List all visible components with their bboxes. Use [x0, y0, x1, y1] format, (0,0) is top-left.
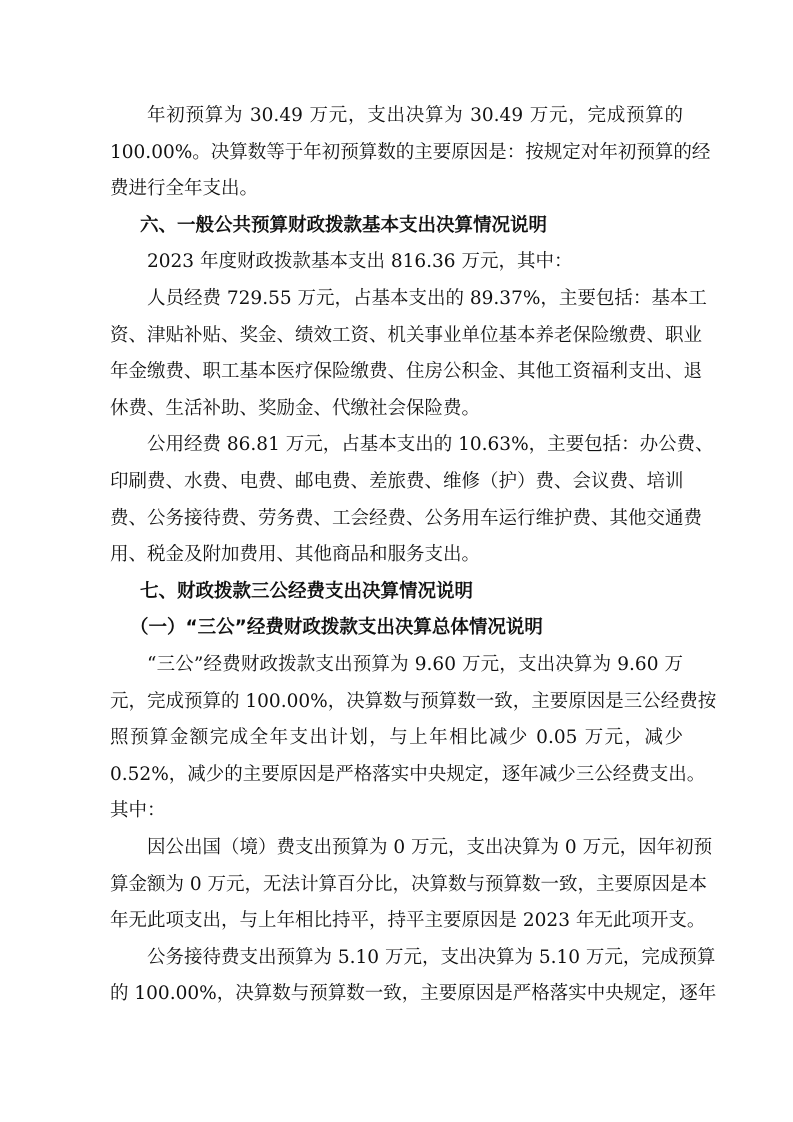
text-line: 年无此项支出，与上年相比持平，持平主要原因是 2023 年无此项开支。 [110, 910, 706, 932]
text-line: 因公出国（境）费支出预算为 0 万元，支出决算为 0 万元，因年初预 [147, 837, 713, 858]
text-line: 公用经费 86.81 万元，占基本支出的 10.63%，主要包括：办公费、 [147, 434, 714, 456]
text-line: 印刷费、水费、电费、邮电费、差旅费、维修（护）费、会议费、培训 [110, 471, 684, 492]
text-line: 六、一般公共预算财政拨款基本支出决算情况说明 [140, 214, 548, 236]
text-line: 费、公务接待费、劳务费、工会经费、公务用车运行维护费、其他交通费 [110, 507, 703, 529]
text-line: 其中： [110, 800, 166, 822]
text-line: 费进行全年支出。 [110, 178, 259, 200]
text-line: 100.00%。决算数等于年初预算数的主要原因是：按规定对年初预算的经 [110, 141, 711, 163]
text-line: 2023 年度财政拨款基本支出 816.36 万元，其中： [147, 251, 573, 273]
text-line: （一）“三公”经费财政拨款支出决算总体情况说明 [130, 617, 543, 639]
text-line: 照预算金额完成全年支出计划，与上年相比减少 0.05 万元，减少 [110, 727, 683, 749]
text-line: 年初预算为 30.49 万元，支出决算为 30.49 万元，完成预算的 [147, 105, 683, 126]
text-line: 0.52%，减少的主要原因是严格落实中央规定，逐年减少三公经费支出。 [110, 763, 706, 785]
text-line: 年金缴费、职工基本医疗保险缴费、住房公积金、其他工资福利支出、退 [110, 361, 703, 383]
text-line: 算金额为 0 万元，无法计算百分比，决算数与预算数一致，主要原因是本 [110, 873, 708, 895]
text-line: 元，完成预算的 100.00%，决算数与预算数一致，主要原因是三公经费按 [110, 690, 717, 712]
text-line: “三公”经费财政拨款支出预算为 9.60 万元，支出决算为 9.60 万 [147, 654, 683, 675]
text-line: 用、税金及附加费用、其他商品和服务支出。 [110, 544, 481, 566]
text-line: 公务接待费支出预算为 5.10 万元，支出决算为 5.10 万元，完成预算 [147, 946, 716, 968]
text-line: 人员经费 729.55 万元，占基本支出的 89.37%，主要包括：基本工 [147, 288, 707, 309]
text-line: 的 100.00%，决算数与预算数一致，主要原因是严格落实中央规定，逐年 [110, 983, 717, 1005]
text-line: 七、财政拨款三公经费支出决算情况说明 [140, 580, 474, 602]
text-line: 资、津贴补贴、奖金、绩效工资、机关事业单位基本养老保险缴费、职业 [110, 324, 703, 346]
text-line: 休费、生活补助、奖励金、代缴社会保险费。 [110, 397, 481, 419]
